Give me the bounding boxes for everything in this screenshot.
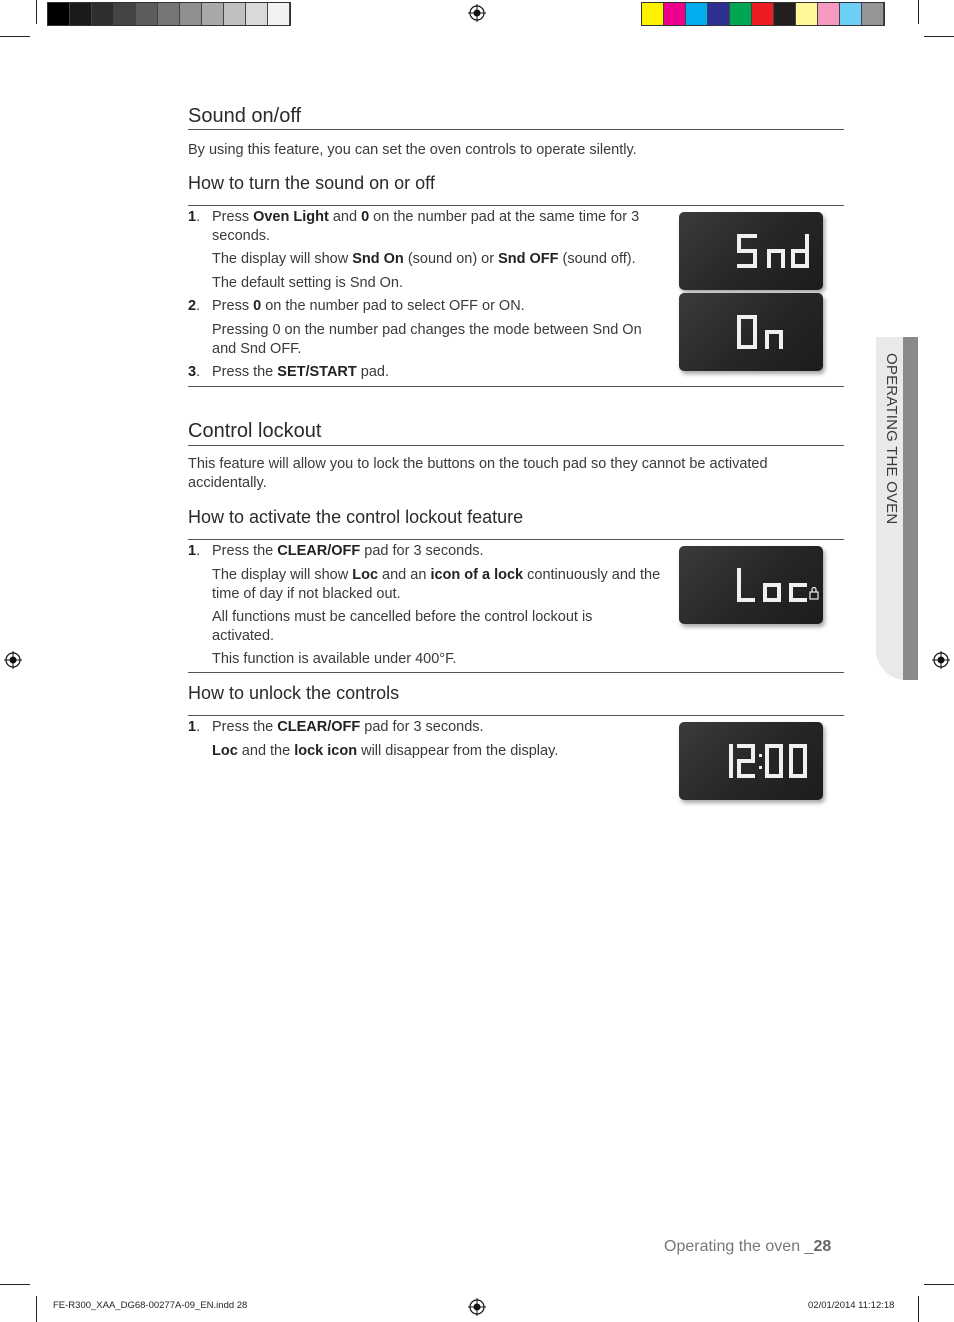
color-swatch	[796, 3, 818, 25]
subsection-end-rule	[188, 672, 844, 673]
sound-step-2-line-1: Press 0 on the number pad to select OFF or ON.	[212, 298, 525, 314]
color-swatch	[92, 3, 114, 25]
section-title-lockout: Control lockout	[188, 420, 322, 442]
color-swatch	[774, 3, 796, 25]
step-number: 2.	[188, 298, 201, 314]
color-swatch	[840, 3, 862, 25]
subsection-rule	[188, 715, 844, 716]
registration-mark-icon	[468, 1298, 486, 1316]
subsection-title-activate: How to activate the control lockout feature	[188, 507, 524, 527]
color-swatch	[686, 3, 708, 25]
activate-step-line-2: The display will show Loc and an icon of a lock continuously and the time of day if not blacked out.	[212, 567, 661, 602]
color-swatch	[224, 3, 246, 25]
sound-step-2-line-2: Pressing 0 on the number pad changes the mode between Snd On and Snd OFF.	[212, 322, 642, 357]
crop-mark	[924, 36, 954, 37]
file-slug: FE-R300_XAA_DG68-00277A-09_EN.indd 28	[53, 1300, 248, 1311]
lcd-loc-text: Loc	[679, 546, 681, 547]
lockout-intro: This feature will allow you to lock the buttons on the touch pad so they cannot be activated accidentally.	[188, 456, 768, 491]
lcd-time-text: 12:00	[679, 722, 682, 723]
page-footer: Operating the oven _28	[664, 1238, 832, 1255]
unlock-step-line-1: Press the CLEAR/OFF pad for 3 seconds.	[212, 719, 484, 735]
color-swatch	[708, 3, 730, 25]
section-rule	[188, 445, 844, 446]
subsection-rule	[188, 539, 844, 540]
lcd-display-time	[679, 722, 823, 800]
subsection-title-unlock: How to unlock the controls	[188, 683, 400, 703]
crop-mark	[36, 0, 37, 24]
date-slug: 02/01/2014 11:12:18	[808, 1300, 895, 1311]
color-swatch	[48, 3, 70, 25]
subsection-rule	[188, 205, 844, 206]
color-swatch	[180, 3, 202, 25]
color-swatch	[136, 3, 158, 25]
subsection-end-rule	[188, 386, 844, 387]
step-number: 1.	[188, 719, 201, 735]
lcd-snd-text: Snd	[679, 212, 681, 213]
activate-step-line-4: This function is available under 400°F.	[212, 651, 457, 667]
color-swatch	[246, 3, 268, 25]
color-swatch	[158, 3, 180, 25]
lock-icon	[810, 588, 818, 600]
color-swatch	[114, 3, 136, 25]
lcd-display-snd	[679, 212, 823, 290]
subsection-title-sound-howto: How to turn the sound on or off	[188, 173, 435, 193]
segment-text-on	[679, 293, 823, 371]
colon-icon	[759, 754, 762, 769]
crop-mark	[918, 0, 919, 24]
activate-step-line-3: All functions must be cancelled before the control lockout is activated.	[212, 609, 593, 644]
color-swatch	[642, 3, 664, 25]
color-swatch	[730, 3, 752, 25]
gray-swatch-bar	[47, 2, 291, 26]
side-tab-bar	[903, 337, 918, 680]
color-swatch	[818, 3, 840, 25]
unlock-step-line-2: Loc and the lock icon will disappear from the display.	[212, 743, 559, 759]
sound-step-3-line-1: Press the SET/START pad.	[212, 364, 390, 380]
step-number: 1.	[188, 209, 201, 225]
section-title-sound: Sound on/off	[188, 105, 302, 127]
crop-mark	[0, 36, 30, 37]
activate-step-line-1: Press the CLEAR/OFF pad for 3 seconds.	[212, 543, 484, 559]
sound-step-1-line-3: The default setting is Snd On.	[212, 275, 404, 291]
color-swatch	[752, 3, 774, 25]
color-swatch	[862, 3, 884, 25]
color-swatch	[268, 3, 290, 25]
sound-step-1-line-2: The display will show Snd On (sound on) or Snd OFF (sound off).	[212, 251, 636, 267]
sound-step-1-line-1: Press Oven Light and 0 on the number pad at the same time for 3 seconds.	[212, 209, 640, 244]
sound-intro: By using this feature, you can set the oven controls to operate silently.	[188, 142, 637, 158]
color-swatch	[202, 3, 224, 25]
segment-text-snd	[679, 212, 823, 290]
step-number: 1.	[188, 543, 201, 559]
color-swatch-bar	[641, 2, 885, 26]
crop-mark	[0, 1284, 30, 1285]
registration-mark-icon	[932, 651, 950, 669]
lcd-display-loc	[679, 546, 823, 624]
segment-text-time	[679, 722, 823, 800]
side-tab-label: OPERATING THE OVEN	[883, 353, 900, 525]
registration-mark-icon	[4, 651, 22, 669]
registration-mark-icon	[468, 4, 486, 22]
crop-mark	[924, 1284, 954, 1285]
segment-text-loc	[679, 546, 823, 624]
step-number: 3.	[188, 364, 201, 380]
lcd-display-on	[679, 293, 823, 371]
section-rule	[188, 129, 844, 130]
lcd-on-text: On	[679, 293, 681, 294]
crop-mark	[918, 1296, 919, 1322]
color-swatch	[70, 3, 92, 25]
crop-mark	[36, 1296, 37, 1322]
color-swatch	[664, 3, 686, 25]
